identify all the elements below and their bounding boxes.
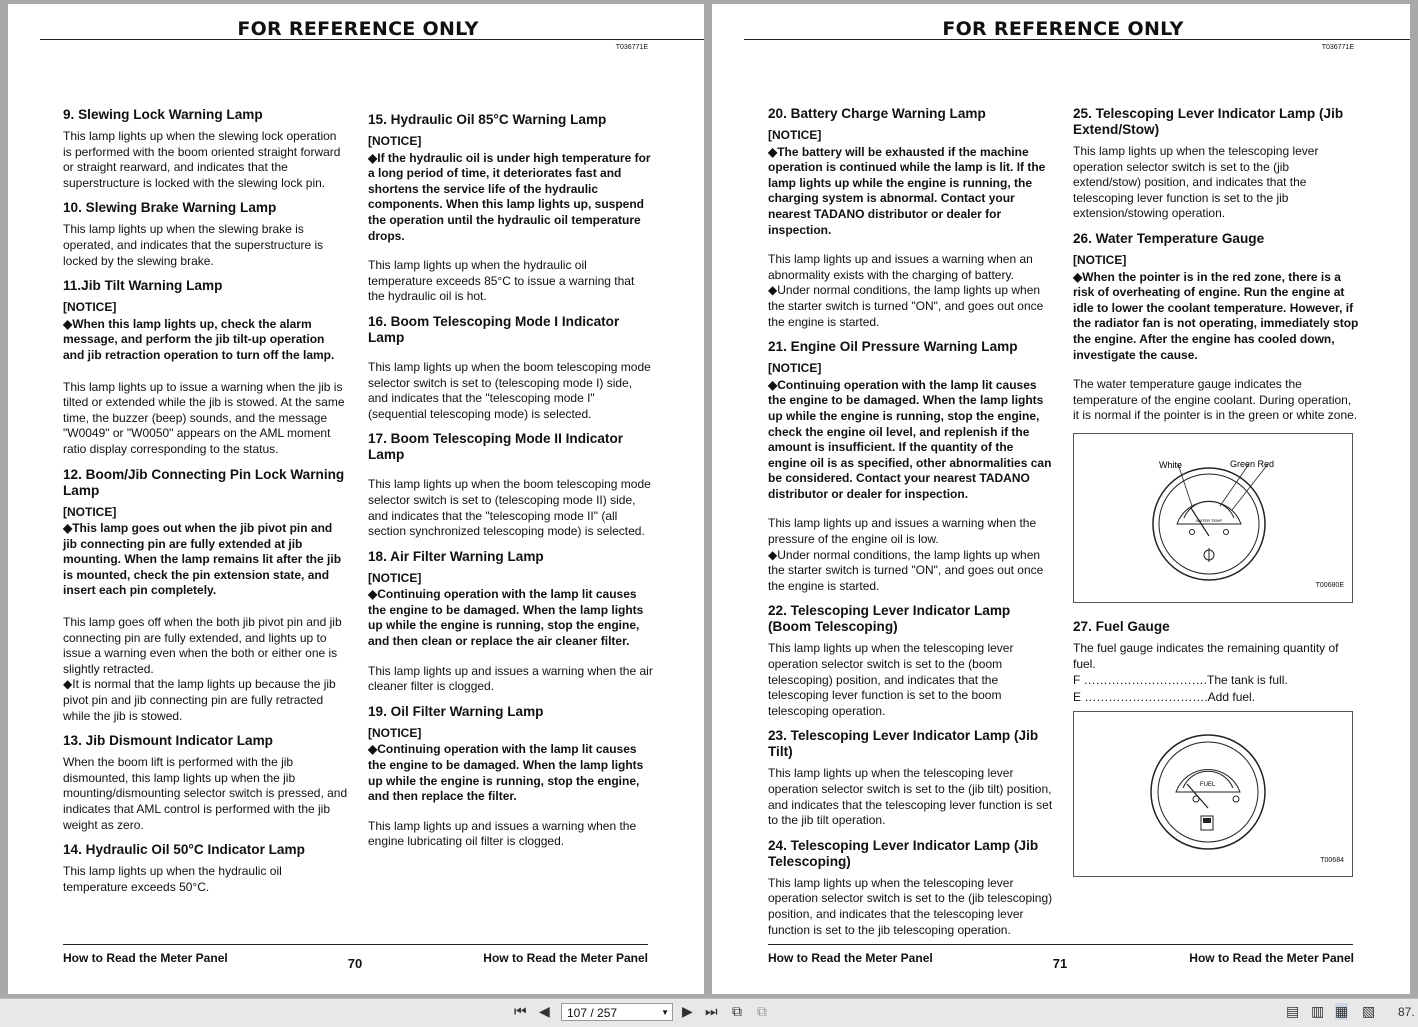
section-20: [768, 106, 1053, 330]
section-27: [1073, 619, 1359, 705]
section-body: This lamp lights up when the slewing lock operation is performed with the boom oriented straight forward or straight rearward, and indicates that the superstructure is locked with the slewing lock pin.: [63, 129, 341, 190]
viewer-toolbar: [0, 998, 1418, 1027]
notice-label: [NOTICE]: [368, 134, 422, 148]
notice-text: ◆When the pointer is in the red zone, there is a risk of overheating of engine. Run the engine at idle to lower the coolant temperature. However, if the radiator fan is not operating, immediately stop the engine. After the engine has cooled down, investigate the cause.: [1073, 269, 1359, 362]
section-15: [368, 112, 653, 305]
section-title: 23. Telescoping Lever Indicator Lamp (Jib Tilt): [768, 728, 1039, 760]
right-column-2: [1073, 106, 1359, 877]
notice-text: ◆This lamp goes out when the jib pivot pin and jib connecting pin are fully extended at jib mounting. When the lamp remains lit after the jib is mounted, check the pin extension state, and insert each pin completely.: [63, 521, 342, 598]
section-11: [63, 278, 348, 457]
notice-label: [NOTICE]: [768, 128, 822, 142]
section-title: 9. Slewing Lock Warning Lamp: [63, 107, 263, 122]
section-14: [63, 842, 348, 895]
single-page-view-icon[interactable]: ▤: [1286, 1003, 1300, 1019]
header-title: FOR REFERENCE ONLY: [237, 18, 479, 40]
figure-code: T00684: [1320, 856, 1344, 864]
footer-label-left: How to Read the Meter Panel: [768, 951, 933, 965]
section-title: 24. Telescoping Lever Indicator Lamp (Jib Telescoping): [768, 837, 1039, 869]
section-title: 13. Jib Dismount Indicator Lamp: [63, 733, 273, 749]
section-body: This lamp goes off when the both jib pivot pin and jib connecting pin are fully extended, and lights up to issue a warning even when the both or either one is slightly retracted.: [63, 615, 342, 676]
section-title: 18. Air Filter Warning Lamp: [368, 548, 544, 564]
section-body: This lamp lights up and issues a warning when the air cleaner filter is clogged.: [368, 663, 653, 694]
section-25: [1073, 106, 1359, 222]
notice-text: ◆When this lamp lights up, check the alarm message, and perform the jib tilt-up operation and jib retraction operation to turn off the lamp.: [63, 316, 335, 362]
two-page-continuous-view-icon[interactable]: ▧: [1362, 1003, 1376, 1019]
page-number: 70: [347, 956, 363, 971]
section-title: 14. Hydraulic Oil 50°C Indicator Lamp: [63, 842, 305, 858]
section-26: [1073, 231, 1359, 424]
doc-code: T036771E: [1321, 44, 1354, 51]
section-title: 27. Fuel Gauge: [1073, 618, 1170, 634]
footer-label-right: How to Read the Meter Panel: [1189, 951, 1354, 965]
section-title: 10. Slewing Brake Warning Lamp: [63, 200, 277, 216]
notice-label: [NOTICE]: [63, 504, 117, 519]
notice-label: [NOTICE]: [63, 300, 117, 315]
page-number: 71: [1052, 956, 1068, 971]
section-body-2: ◆It is normal that the lamp lights up because the jib pivot pin and jib connecting pin are fully retracted while the jib is stowed.: [63, 677, 336, 723]
section-body: This lamp lights up when the hydraulic oil temperature exceeds 50°C.: [63, 864, 282, 894]
footer-label-right: How to Read the Meter Panel: [483, 951, 648, 965]
dial-text: FUEL: [1200, 782, 1216, 789]
section-12: [63, 467, 348, 725]
section-body: This lamp lights up when the slewing brake is operated, and indicates that the superstructure is locked by the slewing brake.: [63, 222, 324, 268]
section-23: [768, 728, 1053, 828]
fuel-e-line: E ………………………….Add fuel.: [1073, 689, 1256, 704]
section-title: 16. Boom Telescoping Mode I Indicator Lamp: [368, 313, 620, 345]
section-body-2: ◆Under normal conditions, the lamp lights up when the starter switch is turned "ON", and goes out once the engine is started.: [768, 283, 1044, 329]
rotate-right-icon[interactable]: ⧉: [757, 1003, 767, 1019]
footer-label-left: How to Read the Meter Panel: [63, 951, 228, 965]
notice-text: ◆If the hydraulic oil is under high temperature for a long period of time, it deteriorates fast and shortens the service life of the hydraulic components. When this lamp lights up, suspend the operation until the hydraulic oil temperature drops.: [368, 150, 651, 243]
section-body: This lamp lights up when the telescoping lever operation selector switch is set to the (jib tilt) position, and indicates that the telescoping lever function is set to the jib tilt operation.: [768, 766, 1053, 828]
section-body: This lamp lights up when the telescoping lever operation selector switch is set to the (jib telescoping) position, and indicates that the telescoping lever function is set to the jib telescoping operation.: [768, 875, 1053, 937]
section-body: This lamp lights up and issues a warning when an abnormality exists with the charging of battery.: [768, 252, 1033, 282]
header-title: FOR REFERENCE ONLY: [942, 18, 1184, 40]
section-16: [368, 314, 653, 422]
fuel-intro: The fuel gauge indicates the remaining quantity of fuel.: [1073, 640, 1339, 671]
section-17: [368, 431, 653, 539]
notice-label: [NOTICE]: [1073, 252, 1127, 267]
section-body: This lamp lights up when the hydraulic oil temperature exceeds 85°C to issue a warning that the hydraulic oil is hot.: [368, 258, 635, 304]
chevron-down-icon[interactable]: ▼: [661, 1008, 669, 1017]
label-green-red: Green Red: [1230, 458, 1275, 469]
water-temp-gauge-figure: [1073, 433, 1353, 603]
section-title: 21. Engine Oil Pressure Warning Lamp: [768, 339, 1018, 355]
section-body: This lamp lights up when the boom telescoping mode selector switch is set to (telescoping mode II) side, and indicates that the "telescoping mode II" (all section synchronized telescoping mode) is selected.: [368, 477, 651, 539]
page-number-input[interactable]: [561, 1003, 673, 1021]
section-13: [63, 733, 348, 833]
section-19: [368, 704, 653, 850]
section-body: This lamp lights up and issues a warning when the engine lubricating oil filter is clogged.: [368, 818, 637, 849]
section-body: This lamp lights up to issue a warning when the jib is tilted or extended while the jib is stowed. At the same time, the buzzer (beep) sounds, and the message "W0049" or "W0050" appears on the AML moment ratio display corresponding to the status.: [63, 379, 345, 456]
section-body: This lamp lights up when the boom telescoping mode selector switch is set to (telescoping mode I) side, and indicates that the "telescoping mode I" (sequential telescoping mode) is selected.: [368, 359, 651, 421]
dial-text: WATER TEMP: [1196, 517, 1223, 523]
zoom-level[interactable]: 87.: [1398, 1005, 1415, 1019]
section-10: [63, 200, 348, 269]
notice-label: [NOTICE]: [368, 570, 422, 585]
label-white: White: [1159, 459, 1183, 470]
page-right: [712, 4, 1410, 994]
first-page-icon[interactable]: ⏮: [514, 1003, 527, 1019]
section-body: This lamp lights up and issues a warning when the pressure of the engine oil is low.: [768, 516, 1037, 547]
footer-rule: [63, 944, 648, 945]
previous-page-icon[interactable]: ◀: [539, 1003, 550, 1019]
page-left: [8, 4, 704, 994]
section-body-2: ◆Under normal conditions, the lamp lights up when the starter switch is turned "ON", and goes out once the engine is started.: [768, 547, 1044, 593]
fuel-gauge-figure: [1073, 711, 1353, 877]
footer-rule: [768, 944, 1353, 945]
header-rule: [744, 39, 1410, 40]
section-title: 20. Battery Charge Warning Lamp: [768, 106, 986, 121]
figure-code: T00680E: [1315, 582, 1344, 590]
last-page-icon[interactable]: ⏭: [705, 1003, 718, 1019]
notice-text: ◆Continuing operation with the lamp lit causes the engine to be damaged. When the lamp lights up while the engine is running, stop the engine, and then replace the filter.: [368, 742, 644, 804]
section-title: 15. Hydraulic Oil 85°C Warning Lamp: [368, 112, 607, 127]
water-temp-gauge-drawing: [1074, 434, 1352, 602]
page-indicator: 107 / 257: [567, 1006, 618, 1020]
header-rule: [40, 39, 704, 40]
rotate-left-icon[interactable]: ⧉: [732, 1003, 742, 1019]
notice-text: ◆The battery will be exhausted if the machine operation is continued while the lamp is lit. If the lamp lights up while the engine is running, the charging system is abnormal. Contact your nearest TADANO distributor or dealer for inspection.: [768, 144, 1046, 237]
section-title: 25. Telescoping Lever Indicator Lamp (Jib Extend/Stow): [1073, 106, 1344, 137]
doc-code: T036771E: [615, 44, 648, 51]
right-column-1: [768, 106, 1053, 947]
section-title: 22. Telescoping Lever Indicator Lamp (Boom Telescoping): [768, 603, 1011, 635]
section-18: [368, 549, 653, 695]
section-title: 26. Water Temperature Gauge: [1073, 230, 1265, 246]
section-22: [768, 603, 1053, 719]
notice-text: ◆Continuing operation with the lamp lit causes the engine to be damaged. When the lamp lights up while the engine is running, stop the engine, check the engine oil level, and replenish if the amount is insufficient. If the quantity of the engine oil is as specified, other abnormalities can be considered. Contact your nearest TADANO distributor or dealer for inspection.: [768, 377, 1052, 501]
fuel-f-line: F ………………………….The tank is full.: [1073, 673, 1288, 688]
section-24: [768, 838, 1053, 938]
section-title: 11.Jib Tilt Warning Lamp: [63, 278, 223, 294]
fuel-gauge-drawing: [1074, 712, 1352, 876]
section-body: This lamp lights up when the telescoping lever operation selector switch is set to the (boom telescoping) position, and indicates that the telescoping lever function is set to the boom telescoping operation.: [768, 641, 1014, 718]
section-body: The water temperature gauge indicates the temperature of the engine coolant. During operation, it is normal if the pointer is in the green or white zone.: [1073, 377, 1358, 423]
notice-label: [NOTICE]: [768, 361, 822, 376]
left-column-1: [63, 107, 348, 904]
section-title: 17. Boom Telescoping Mode II Indicator Lamp: [368, 431, 624, 463]
section-title: 12. Boom/Jib Connecting Pin Lock Warning Lamp: [63, 466, 345, 498]
notice-label: [NOTICE]: [368, 725, 422, 740]
section-body: This lamp lights up when the telescoping lever operation selector switch is set to the (jib extend/stow) position, and indicates that the telescoping lever function is set to the jib extension/stowing operation.: [1073, 144, 1319, 221]
section-9: [63, 107, 348, 191]
section-21: [768, 339, 1053, 594]
continuous-view-icon[interactable]: ▥: [1311, 1003, 1325, 1019]
section-title: 19. Oil Filter Warning Lamp: [368, 703, 544, 719]
notice-text: ◆Continuing operation with the lamp lit causes the engine to be damaged. When the lamp lights up while the engine is running, stop the engine, and then clean or replace the air cleaner filter.: [368, 587, 644, 649]
left-column-2: [368, 112, 653, 859]
two-page-view-icon[interactable]: ▦: [1335, 1003, 1349, 1019]
section-body: When the boom lift is performed with the jib dismounted, this lamp lights up when the jib mounting/dismounting selector switch is pressed, and indicates that AML control is performed with the jib weight as zero.: [63, 755, 348, 832]
next-page-icon[interactable]: ▶: [682, 1003, 693, 1019]
